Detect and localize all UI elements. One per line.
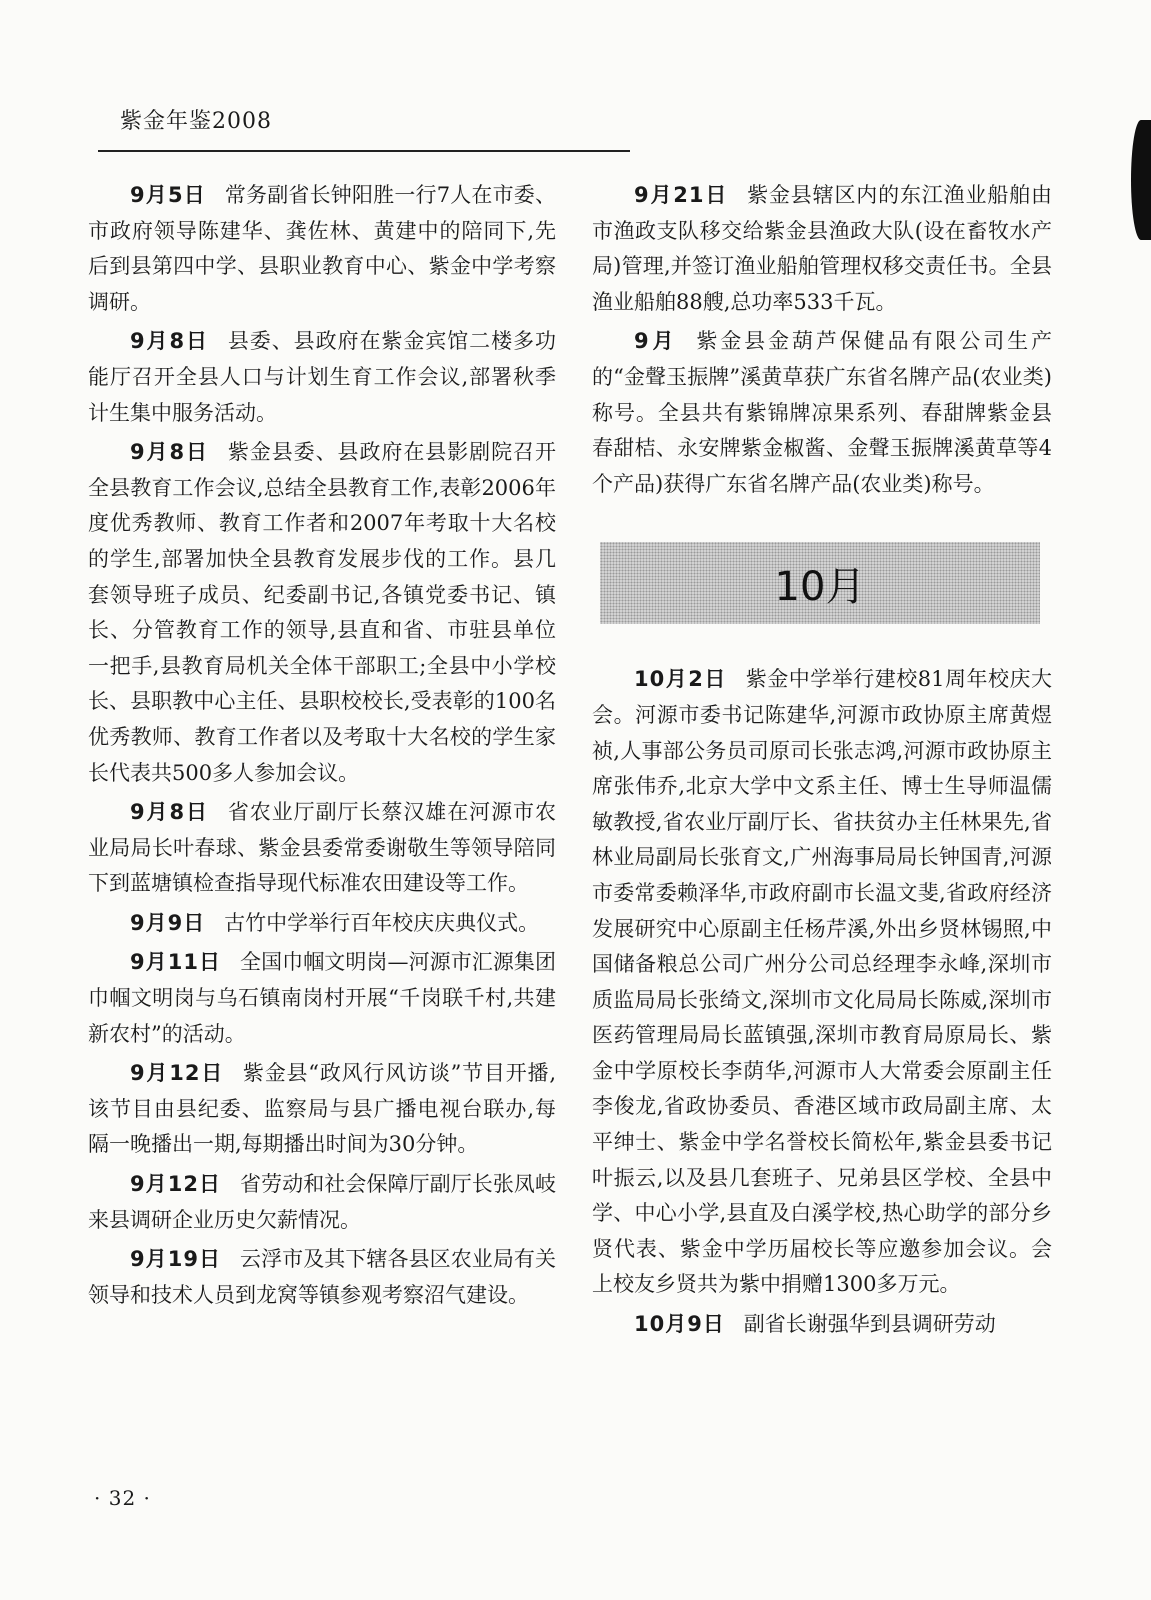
chronicle-entry [592, 1307, 1052, 1343]
month-section-banner [600, 542, 1040, 624]
entry-date: 10月9日 [634, 1312, 725, 1337]
entry-date: 9月 [634, 329, 678, 354]
chronicle-entry [592, 662, 1052, 1303]
header-rule [98, 150, 630, 152]
chronicle-entry [88, 1167, 556, 1238]
entry-text: 省农业厅副厅长蔡汉雄在河源市农业局局长叶春球、紫金县委常委谢敬生等领导陪同下到蓝塘镇检查指导现代标准农田建设等工作。 [88, 800, 556, 896]
entry-date: 9月5日 [130, 183, 206, 207]
entry-text: 云浮市及其下辖各县区农业局有关领导和技术人员到龙窝等镇参观考察沼气建设。 [88, 1247, 556, 1307]
entry-date: 9月12日 [130, 1172, 222, 1197]
chronicle-entry [88, 1056, 556, 1163]
entry-date: 9月8日 [130, 329, 209, 354]
chronicle-entry [88, 795, 556, 902]
entry-text: 紫金县“政风行风访谈”节目开播,该节目由县纪委、监察局与县广播电视台联办,每隔一晚播出一期,每期播出时间为30分钟。 [88, 1061, 556, 1157]
entry-text: 古竹中学举行百年校庆庆典仪式。 [224, 910, 540, 935]
chronicle-entry [592, 324, 1052, 502]
entry-text: 紫金县辖区内的东江渔业船舶由市渔政支队移交给紫金县渔政大队(设在畜牧水产局)管理,并签订渔业船舶管理权移交责任书。全县渔业船舶88艘,总功率533千瓦。 [592, 183, 1053, 314]
entry-text: 省劳动和社会保障厅副厅长张凤岐来县调研企业历史欠薪情况。 [88, 1172, 556, 1232]
chronicle-entry [88, 1242, 556, 1313]
entry-date: 9月21日 [634, 183, 729, 207]
chronicle-entry [88, 945, 556, 1052]
entry-date: 9月11日 [130, 950, 222, 975]
entry-date: 9月8日 [130, 440, 209, 465]
entry-text: 县委、县政府在紫金宾馆二楼多功能厅召开全县人口与计划生育工作会议,部署秋季计生集中服务活动。 [88, 329, 556, 425]
scan-edge-shadow [1131, 120, 1151, 240]
entry-text: 紫金县委、县政府在县影剧院召开全县教育工作会议,总结全县教育工作,表彰2006年度优秀教师、教育工作者和2007年考取十大名校的学生,部署加快全县教育发展步伐的工作。县几套领导班子成员、纪委副书记,各镇党委书记、镇长、分管教育工作的领导,县直和省、市驻县单位一把手,县教育局机关全体干部职工;全县中小学校长、县职教中心主任、县职校校长,受表彰的100名优秀教师、教育工作者以及考取十大名校的学生家长代表共500多人参加会议。 [88, 440, 556, 785]
chronicle-entry [88, 906, 556, 942]
entry-date: 9月19日 [130, 1247, 222, 1272]
entry-date: 9月9日 [130, 910, 206, 935]
entry-date: 9月8日 [130, 800, 209, 825]
chronicle-entry [592, 178, 1052, 320]
left-column [88, 178, 556, 1317]
entry-text: 副省长谢强华到县调研劳动 [743, 1312, 996, 1337]
page-number: · 32 · [94, 1486, 151, 1510]
entry-text: 全国巾帼文明岗—河源市汇源集团巾帼文明岗与乌石镇南岗村开展“千岗联千村,共建新农村”的活动。 [88, 950, 556, 1046]
chronicle-entry [88, 178, 556, 320]
entry-text: 紫金中学举行建校81周年校庆大会。河源市委书记陈建华,河源市政协原主席黄煜祯,人事部公务员司原司长张志鸿,河源市政协原主席张伟乔,北京大学中文系主任、博士生导师温儒敏教授,省农业厅副厅长、省扶贫办主任林果先,省林业局副局长张育文,广州海事局局长钟国青,河源市委常委赖泽华,市政府副市长温文斐,省政府经济发展研究中心原副主任杨芹溪,外出乡贤林锡照,中国储备粮总公司广州分公司总经理李永峰,深圳市质监局局长张绮文,深圳市文化局局长陈威,深圳市医药管理局局长蓝镇强,深圳市教育局原局长、紫金中学原校长李荫华,河源市人大常委会原副主任李俊龙,省政协委员、香港区域市政局副主席、太平绅士、紫金中学名誉校长简松年,紫金县委书记叶振云,以及县几套班子、兄弟县区学校、全县中学、中心小学,县直及白溪学校,热心助学的部分乡贤代表、紫金中学历届校长等应邀参加会议。会上校友乡贤共为紫中捐赠1300多万元。 [592, 667, 1052, 1297]
entry-text: 紫金县金葫芦保健品有限公司生产的“金聲玉振牌”溪黄草获广东省名牌产品(农业类)称号。全县共有紫锦牌凉果系列、春甜牌紫金县春甜桔、永安牌紫金椒酱、金聲玉振牌溪黄草等4个产品)获得广东省名牌产品(农业类)称号。 [592, 329, 1053, 496]
entry-date: 10月2日 [634, 667, 727, 692]
chronicle-entry [88, 435, 556, 791]
right-column [592, 178, 1052, 1347]
running-title: 紫金年鉴2008 [120, 109, 272, 134]
month-heading: 10月 [774, 563, 866, 610]
entry-date: 9月12日 [130, 1061, 225, 1086]
entry-text: 常务副省长钟阳胜一行7人在市委、市政府领导陈建华、龚佐林、黄建中的陪同下,先后到县第四中学、县职业教育中心、紫金中学考察调研。 [88, 183, 556, 314]
chronicle-entry [88, 324, 556, 431]
